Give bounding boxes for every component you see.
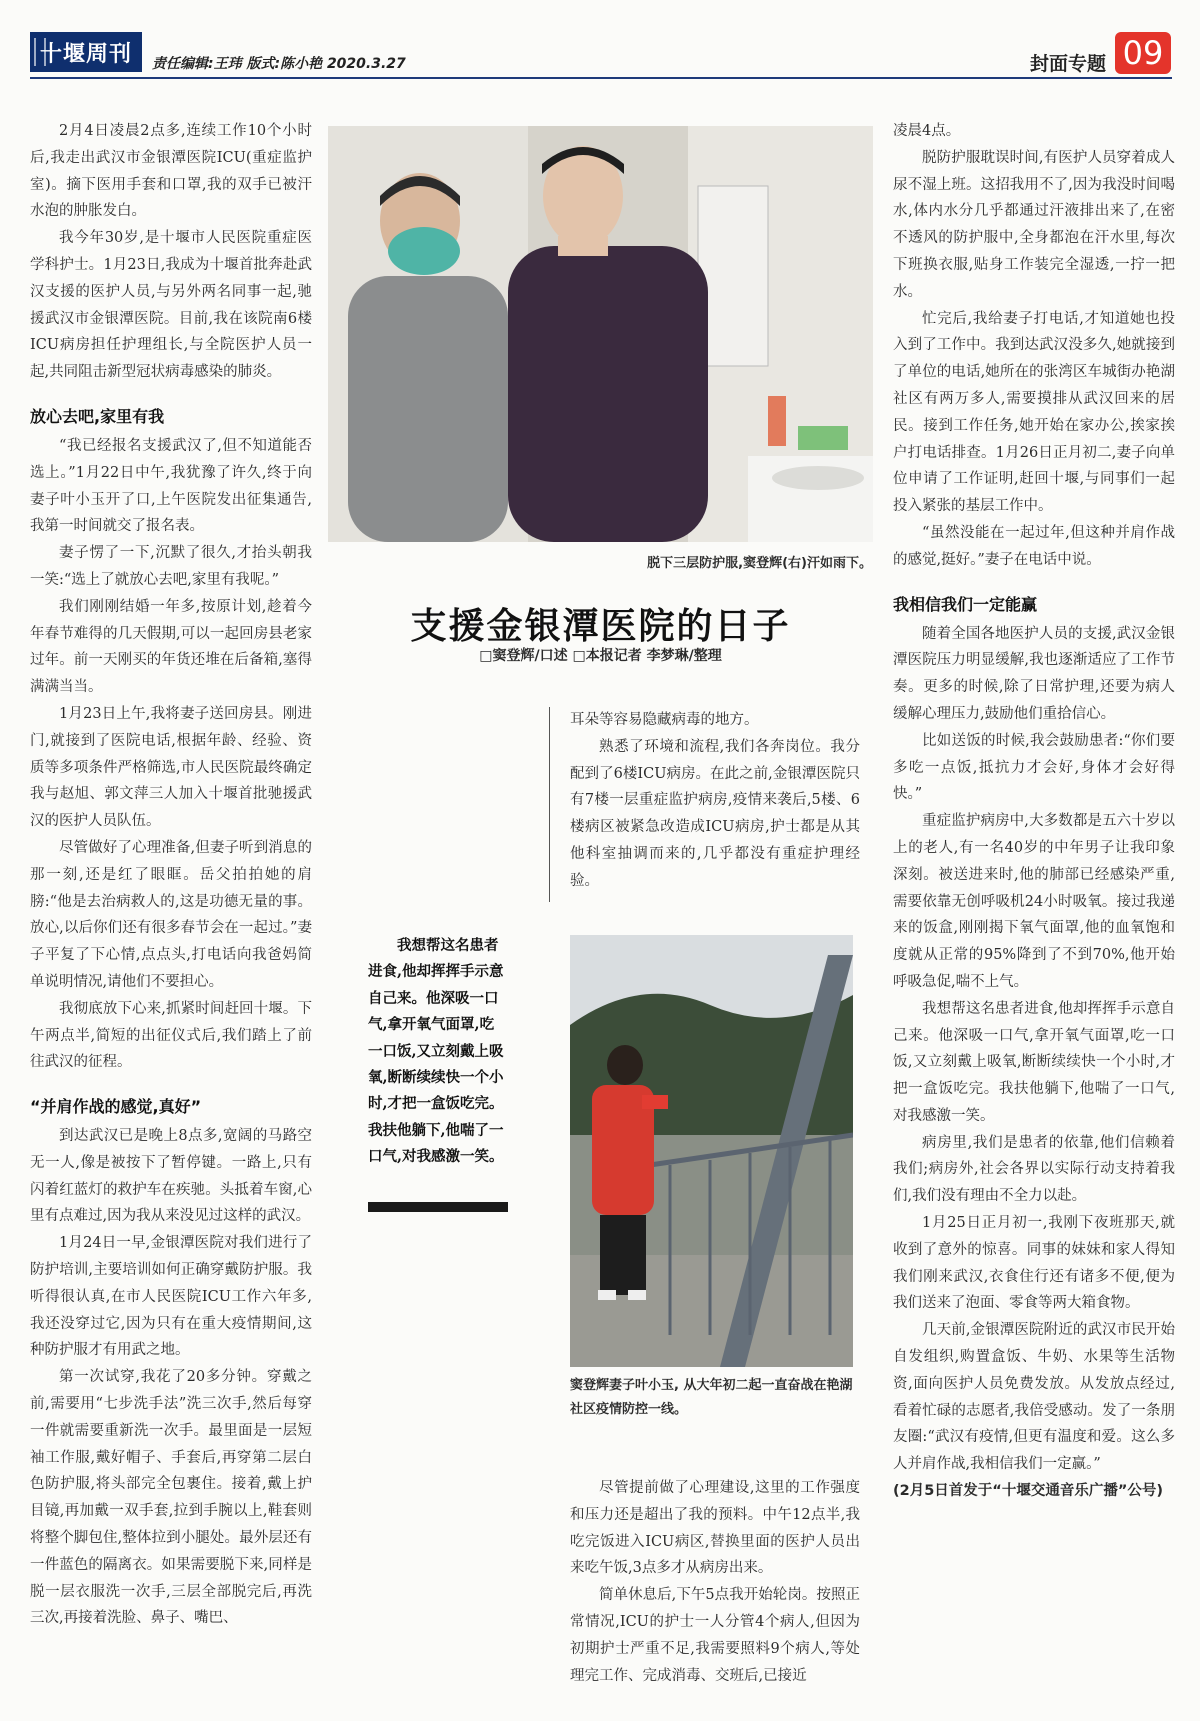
subheading: “并肩作战的感觉,真好” — [30, 1097, 202, 1117]
pull-quote: 我想帮这名患者进食,他却挥挥手示意自己来。他深吸一口气,拿开氧气面罩,吃一口饭,又立刻戴上吸氧,断断续续快一个小时,才把一盒饭吃完。我扶他躺下,他喘了一口气,对我感激一笑。 — [368, 937, 504, 1166]
masthead-logo: 十堰周刊 — [30, 32, 142, 72]
page-number: 09 — [1115, 32, 1171, 74]
paragraph: 我彻底放下心来,抓紧时间赶回十堰。下午两点半,简短的出征仪式后,我们踏上了前往武汉的征程。 — [30, 1000, 312, 1071]
editor-credits: 责任编辑:王玮 版式:陈小艳 2020.3.27 — [152, 56, 406, 72]
paragraph: 2月4日凌晨2点多,连续工作10个小时后,我走出武汉市金银潭医院ICU(重症监护室)。摘下医用手套和口罩,我的双手已被汗水泡的肿胀发白。 — [30, 123, 312, 220]
photo-illustration — [570, 935, 853, 1367]
paragraph: 简单休息后,下午5点我开始轮岗。按照正常情况,ICU的护士一人分管4个病人,但因为初期护士严重不足,我需要照料9个病人,等处理完工作、完成消毒、交班后,已接近 — [570, 1587, 860, 1684]
paragraph: 尽管做好了心理准备,但妻子听到消息的那一刻,还是红了眼眶。岳父拍拍她的肩膀:“他是去治病救人的,这是功德无量的事。放心,以后你们还有很多春节会在一起过。”妻子平复了下心情,点点头,打电话向我爸妈简单说明情况,请他们不要担心。 — [30, 839, 312, 990]
paragraph: 病房里,我们是患者的依靠,他们信赖着我们;病房外,社会各界以实际行动支持着我们,我们没有理由不全力以赴。 — [893, 1134, 1175, 1205]
photo-wife-on-bridge — [570, 935, 853, 1367]
paragraph: 1月25日正月初一,我刚下夜班那天,就收到了意外的惊喜。同事的妹妹和家人得知我们刚来武汉,衣食住行还有诸多不便,便为我们送来了泡面、零食等两大箱食物。 — [893, 1215, 1175, 1312]
paragraph: 1月23日上午,我将妻子送回房县。刚进门,就接到了医院电话,根据年龄、经验、资质等多项条件严格筛选,市人民医院最终确定我与赵旭、郭文萍三人加入十堰首批驰援武汉的医护人员队伍。 — [30, 705, 312, 830]
column-right — [893, 118, 1175, 1504]
paragraph: 比如送饭的时候,我会鼓励患者:“你们要多吃一点饭,抵抗力才会好,身体才会好得快。” — [893, 732, 1175, 803]
column-left — [30, 118, 312, 1632]
paragraph: 熟悉了环境和流程,我们各奔岗位。我分配到了6楼ICU病房。在此之前,金银潭医院只有7楼一层重症监护病房,疫情来袭后,5楼、6楼病区被紧急改造成ICU病房,护士都是从其他科室抽调而来的,几乎都没有重症护理经验。 — [570, 738, 860, 889]
paragraph: 我想帮这名患者进食,他却挥挥手示意自己来。他深吸一口气,拿开氧气面罩,吃一口饭,又立刻戴上吸氧,断断续续快一个小时,才把一盒饭吃完。我扶他躺下,他喘了一口气,对我感激一笑。 — [893, 1000, 1175, 1124]
column-middle-bottom — [570, 1475, 860, 1689]
paragraph: 到达武汉已是晚上8点多,宽阔的马路空无一人,像是被按下了暂停键。一路上,只有闪着红蓝灯的救护车在疾驰。头抵着车窗,心里有点难过,因为我从来没见过这样的武汉。 — [30, 1128, 312, 1225]
paragraph: 脱防护服耽误时间,有医护人员穿着成人尿不湿上班。这招我用不了,因为我没时间喝水,体内水分几乎都通过汗液排出来了,在密不透风的防护服中,全身都泡在汗水里,每次下班换衣服,贴身工作装完全湿透,一拧一把水。 — [893, 149, 1175, 300]
paragraph: 我今年30岁,是十堰市人民医院重症医学科护士。1月23日,我成为十堰首批奔赴武汉支援的医护人员,与另外两名同事一起,驰援武汉市金银潭医院。目前,我在该院南6楼ICU病房担任护理组长,与全院医护人员一起,共同阻击新型冠状病毒感染的肺炎。 — [30, 230, 312, 381]
paragraph: 第一次试穿,我花了20多分钟。穿戴之前,需要用“七步洗手法”洗三次手,然后每穿一件就需要重新洗一次手。最里面是一层短袖工作服,戴好帽子、手套后,再穿第二层白色防护服,将头部完全包裹住。接着,戴上护目镜,再加戴一双手套,拉到手腕以上,鞋套则将整个脚包住,整体拉到小腿处。最外层还有一件蓝色的隔离衣。如果需要脱下来,同样是脱一层衣服洗一次手,三层全部脱完后,再洗三次,再接着洗脸、鼻子、嘴巴、 — [30, 1369, 312, 1627]
paragraph: 随着全国各地医护人员的支援,武汉金银潭医院压力明显缓解,我也逐渐适应了工作节奏。更多的时候,除了日常护理,还要为病人缓解心理压力,鼓励他们重拾信心。 — [893, 625, 1175, 722]
paragraph: “我已经报名支援武汉了,但不知道能否选上。”1月22日中午,我犹豫了许久,终于向妻子叶小玉开了口,上午医院发出征集通告,我第一时间就交了报名表。 — [30, 437, 312, 535]
paragraph: 妻子愣了一下,沉默了很久,才抬头朝我一笑:“选上了就放心去吧,家里有我呢。” — [30, 545, 312, 588]
photo-two-nurses — [328, 126, 873, 542]
paragraph: 尽管提前做了心理建设,这里的工作强度和压力还是超出了我的预料。中午12点半,我吃完饭进入ICU病区,替换里面的医护人员出来吃午饭,3点多才从病房出来。 — [570, 1480, 860, 1577]
column-divider — [549, 707, 550, 902]
paragraph: 1月24日一早,金银潭医院对我们进行了防护培训,主要培训如何正确穿戴防护服。我听得很认真,在市人民医院ICU工作六年多,我还没穿过它,因为只有在重大疫情期间,这种防护服才有用武之地。 — [30, 1235, 312, 1359]
paragraph: 我们刚刚结婚一年多,按原计划,趁着今年春节难得的几天假期,可以一起回房县老家过年。前一天刚买的年货还堆在后备箱,塞得满满当当。 — [30, 598, 312, 696]
section-title: 封面专题 — [1030, 53, 1107, 75]
subheading: 我相信我们一定能赢 — [893, 594, 1038, 614]
byline: □窦登辉/口述 □本报记者 李梦琳/整理 — [479, 648, 722, 664]
header-rule — [30, 77, 1172, 79]
column-middle-top — [570, 707, 860, 895]
subheading: 放心去吧,家里有我 — [30, 406, 165, 426]
pull-quote-bar — [368, 1202, 508, 1212]
photo-illustration — [328, 126, 873, 542]
photo-caption: 窦登辉妻子叶小玉, 从大年初二起一直奋战在艳湖社区疫情防控一线。 — [570, 1378, 853, 1417]
paragraph: 几天前,金银潭医院附近的武汉市民开始自发组织,购置盒饭、牛奶、水果等生活物资,面向医护人员免费发放。从发放点经过,看着忙碌的志愿者,我倍受感动。发了一条朋友圈:“武汉有疫情,但更有温度和爱。这么多人并肩作战,我相信我们一定赢。” — [893, 1322, 1175, 1473]
paragraph: 耳朵等容易隐藏病毒的地方。 — [570, 712, 759, 728]
article-title: 支援金银潭医院的日子 — [410, 605, 791, 647]
photo-caption: 脱下三层防护服,窦登辉(右)汗如雨下。 — [647, 556, 872, 571]
source-note: (2月5日首发于“十堰交通音乐广播”公号) — [893, 1483, 1163, 1500]
paragraph: “虽然没能在一起过年,但这种并肩作战的感觉,挺好。”妻子在电话中说。 — [893, 524, 1175, 568]
paragraph: 忙完后,我给妻子打电话,才知道她也投入到了工作中。我到达武汉没多久,她就接到了单位的电话,她所在的张湾区车城街办艳湖社区有两万多人,需要摸排从武汉回来的居民。接到工作任务,她开始在家办公,挨家挨户打电话排查。1月26日正月初二,妻子向单位申请了工作证明,赶回十堰,与同事们一起投入紧张的基层工作中。 — [893, 310, 1175, 515]
paragraph: 重症监护病房中,大多数都是五六十岁以上的老人,有一名40岁的中年男子让我印象深刻。被送进来时,他的肺部已经感染严重,需要依靠无创呼吸机24小时吸氧。接过我递来的饭盒,刚刚揭下氧气面罩,他的血氧饱和度就从正常的95%降到了不到70%,他开始呼吸急促,喘不上气。 — [893, 813, 1175, 990]
paragraph: 凌晨4点。 — [893, 123, 961, 139]
